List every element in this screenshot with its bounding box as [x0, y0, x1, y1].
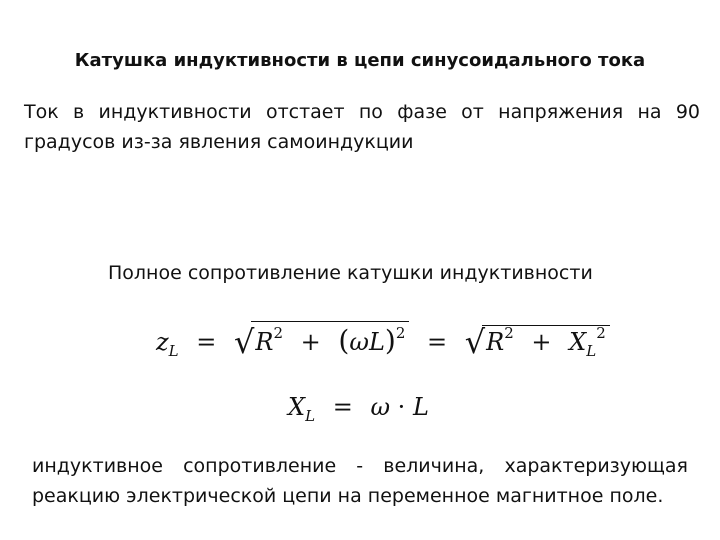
formula-omega: ω: [370, 393, 391, 421]
formula-dot: ·: [397, 393, 406, 421]
square-root-2: [464, 320, 610, 361]
square-root-1: [234, 320, 409, 361]
impedance-heading: Полное сопротивление катушки индуктивности: [108, 262, 593, 284]
formula-plus: +: [531, 328, 552, 356]
radical-sign: √: [234, 323, 255, 361]
formula-r: R: [486, 328, 505, 356]
formula-right-paren: ): [384, 324, 396, 357]
formula-z-subscript: L: [168, 342, 179, 360]
radical-sign: √: [464, 323, 486, 361]
formula-l: L: [368, 328, 385, 356]
formula-equals: =: [332, 393, 353, 421]
formula-x-subscript: L: [586, 342, 597, 360]
radicand-2: [482, 324, 610, 360]
formula-r: R: [255, 328, 274, 356]
reactance-definition-paragraph: индуктивное сопротивление - величина, характеризующая реакцию электрической цепи на переменное магнитное поле.: [32, 455, 688, 507]
formula-x: X: [288, 393, 306, 421]
formula-x: X: [569, 328, 587, 356]
formula-x-subscript: L: [305, 407, 316, 425]
formula-equals: =: [427, 328, 448, 356]
formula-square: 2: [596, 324, 606, 342]
formula-square: 2: [504, 324, 514, 342]
impedance-formula: [156, 320, 610, 361]
radicand-1: [251, 321, 409, 357]
formula-left-paren: (: [338, 324, 350, 357]
formula-omega: ω: [349, 328, 369, 356]
formula-z: z: [156, 328, 169, 356]
formula-plus: +: [300, 328, 321, 356]
formula-l: L: [412, 393, 429, 421]
formula-equals: =: [196, 328, 217, 356]
reactance-formula: [288, 393, 429, 425]
phase-lag-paragraph: Ток в индуктивности отстает по фазе от напряжения на 90 градусов из-за явления самоиндукции: [24, 101, 700, 153]
formula-square: 2: [395, 324, 406, 342]
formula-square: 2: [273, 324, 284, 342]
slide-title: Катушка индуктивности в цепи синусоидального тока: [74, 50, 646, 71]
